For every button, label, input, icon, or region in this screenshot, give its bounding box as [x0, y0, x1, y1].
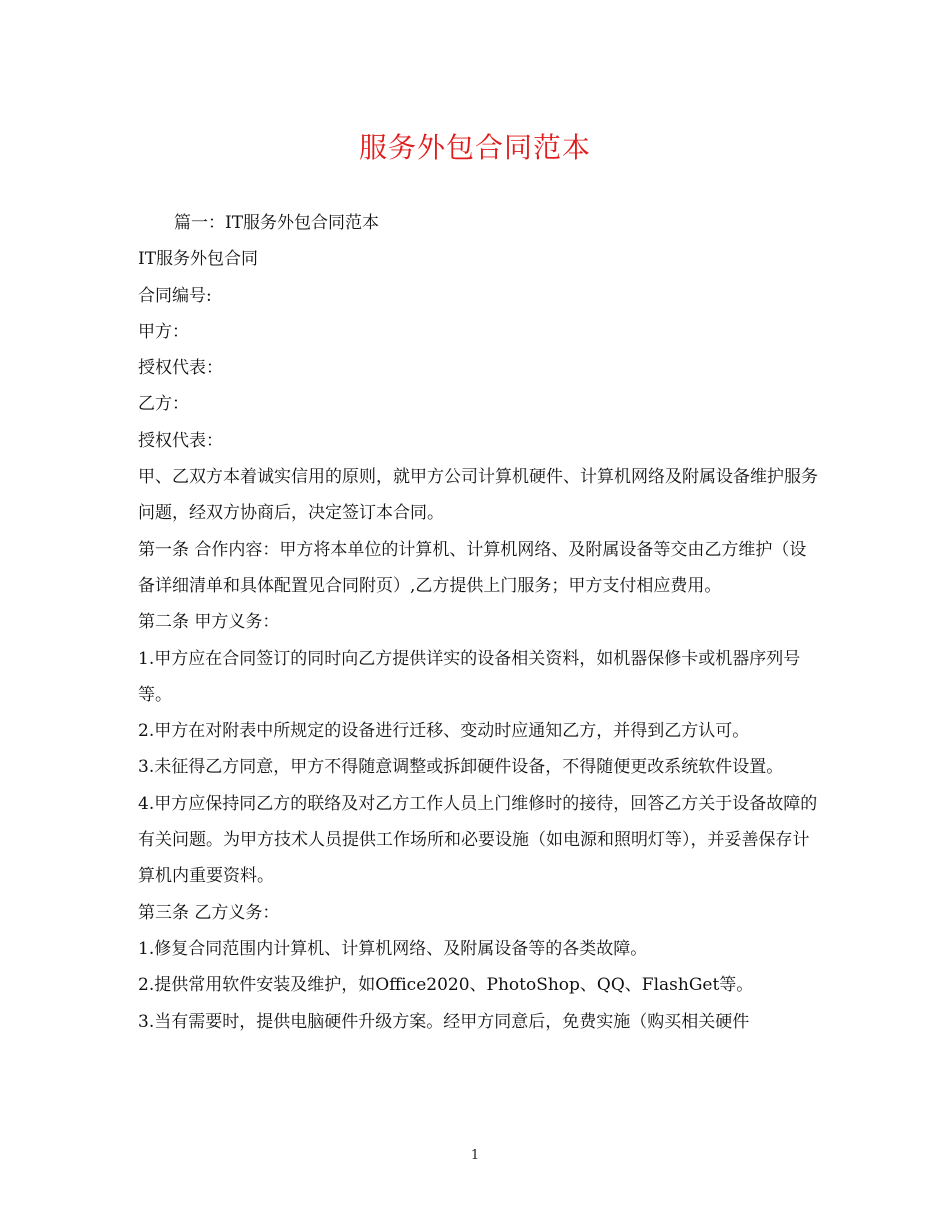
paragraph: 第二条 甲方义务：: [138, 612, 280, 633]
paragraph: 甲、乙双方本着诚实信用的原则，就甲方公司计算机硬件、计算机网络及附属设备维护服务问题，经双方协商后，决定签订本合同。: [138, 467, 818, 524]
section-heading: 篇一：IT服务外包合同范本: [174, 213, 380, 233]
paragraph: IT服务外包合同: [138, 249, 259, 270]
paragraph: 1.修复合同范围内计算机、计算机网络、及附属设备等的各类故障。: [138, 938, 648, 959]
paragraph: 第一条 合作内容：甲方将本单位的计算机、计算机网络、及附属设备等交由乙方维护（设备详细清单和具体配置见合同附页）,乙方提供上门服务；甲方支付相应费用。: [138, 539, 807, 596]
paragraph: 甲方：: [138, 321, 189, 342]
paragraph: 合同编号:: [138, 285, 212, 306]
paragraph: 1.甲方应在合同签订的同时向乙方提供详实的设备相关资料，如机器保修卡或机器序列号等。: [138, 648, 801, 705]
paragraph: 乙方：: [138, 394, 189, 415]
paragraph: 2.提供常用软件安装及维护，如Office2020、PhotoShop、QQ、FlashGet等。: [138, 975, 754, 996]
document-title: 服务外包合同范本: [358, 131, 591, 164]
paragraph: 授权代表：: [138, 430, 223, 451]
paragraph: 2.甲方在对附表中所规定的设备进行迁移、变动时应通知乙方，并得到乙方认可。: [138, 721, 750, 742]
page-number: 1: [470, 1148, 480, 1163]
paragraph: 授权代表：: [138, 358, 223, 379]
paragraph: 3.当有需要时，提供电脑硬件升级方案。经甲方同意后，免费实施（购买相关硬件: [138, 1011, 750, 1032]
paragraph: 4.甲方应保持同乙方的联络及对乙方工作人员上门维修时的接待，回答乙方关于设备故障的有关问题。为甲方技术人员提供工作场所和必要设施（如电源和照明灯等），并妥善保存计算机内重要资料。: [138, 793, 818, 887]
paragraph: 3.未征得乙方同意，甲方不得随意调整或拆卸硬件设备，不得随便更改系统软件设置。: [138, 757, 784, 778]
document-body: [138, 205, 818, 1040]
paragraph: 第三条 乙方义务：: [138, 902, 280, 923]
